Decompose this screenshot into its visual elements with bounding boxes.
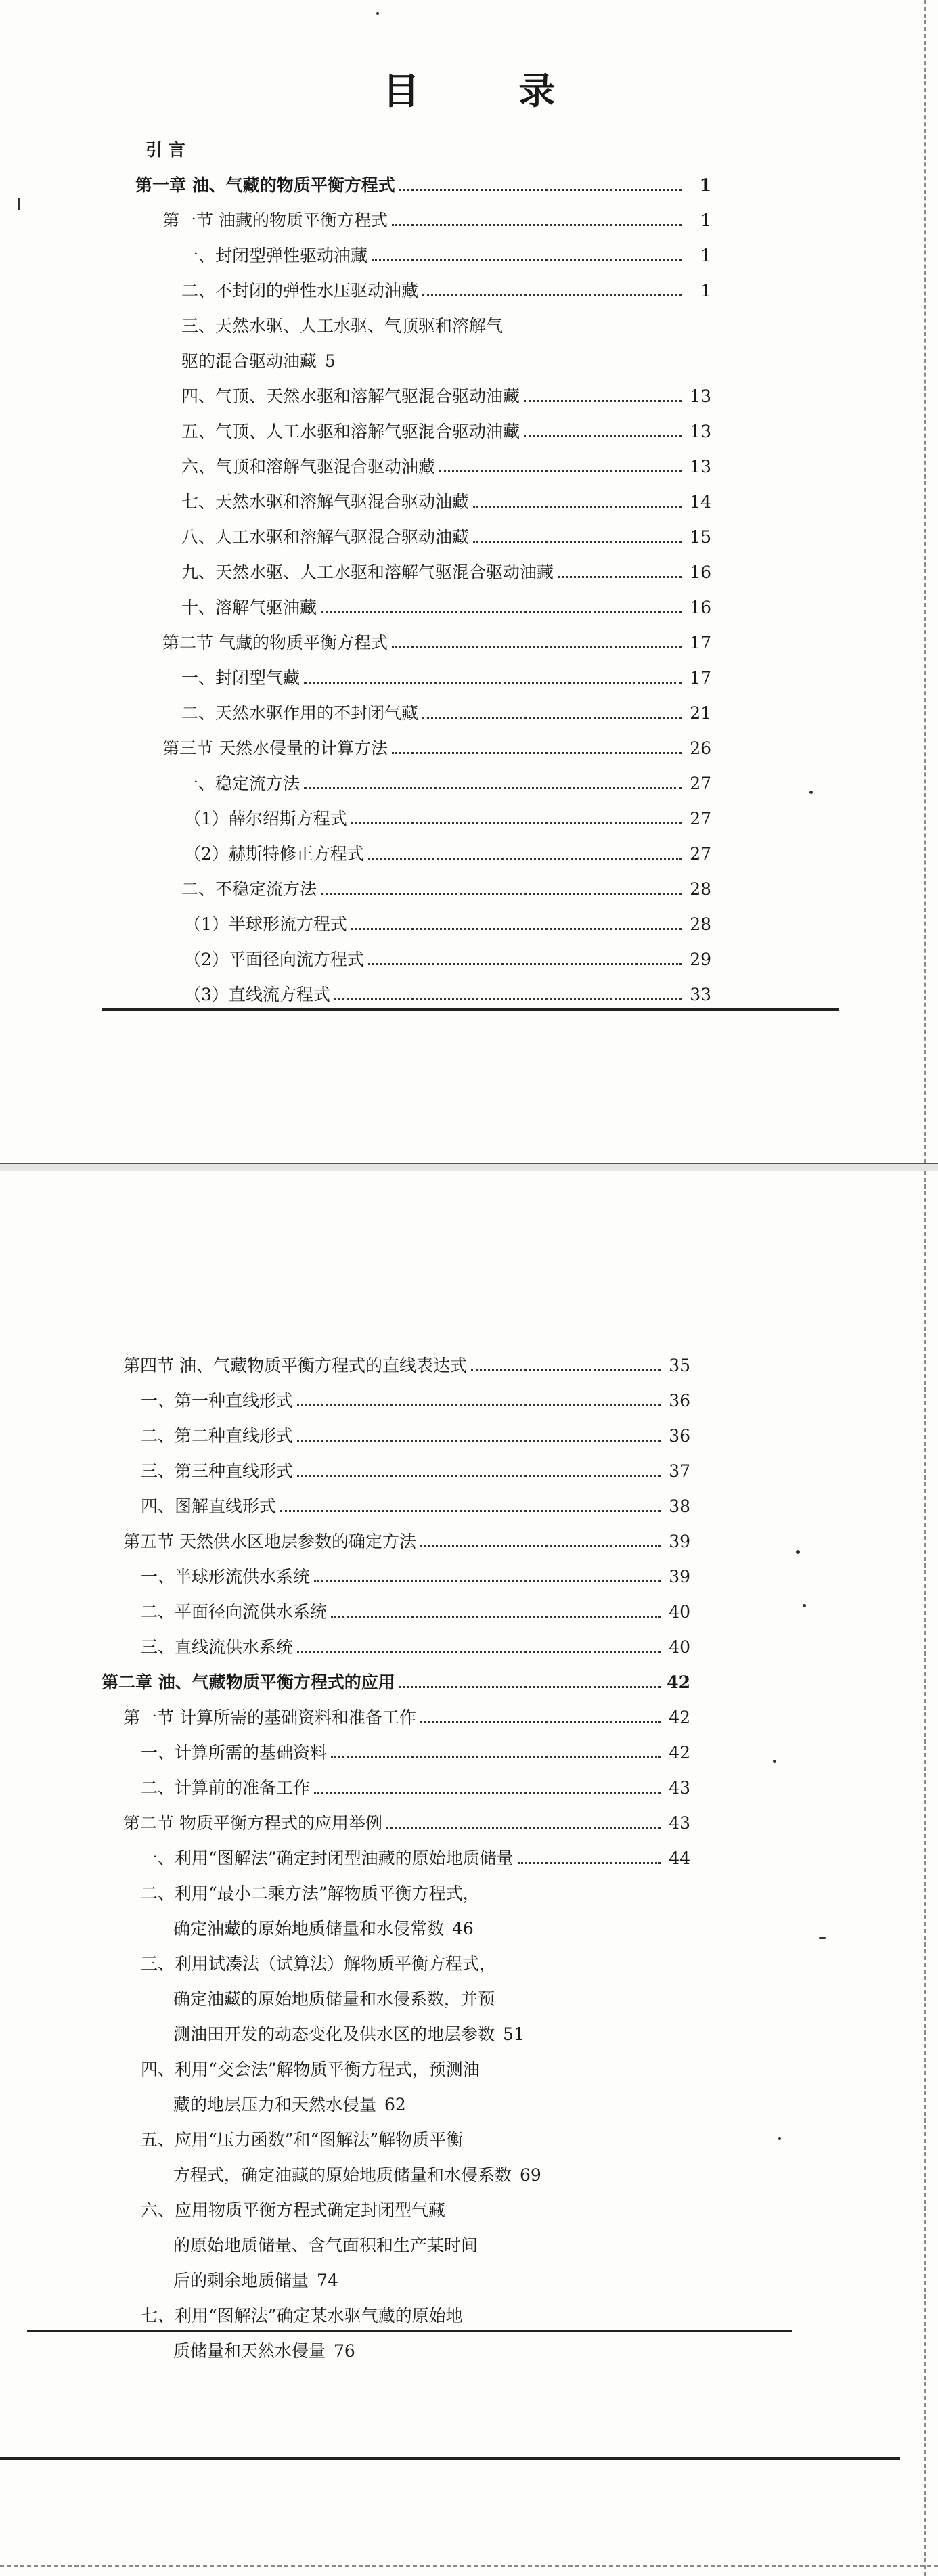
dot-leader	[280, 1510, 661, 1512]
toc-page-number: 27	[690, 774, 711, 793]
toc-entry-text: 第一节 计算所需的基础资料和准备工作	[123, 1708, 416, 1727]
toc-page-number: 62	[384, 2095, 406, 2114]
toc-entry-text: 二、不稳定流方法	[181, 879, 317, 899]
toc-entry-continuation: 后的剩余地质储量	[173, 2271, 309, 2290]
toc-page-2	[0, 1171, 938, 2576]
dot-leader	[439, 470, 682, 472]
toc-entry-text: 六、气顶和溶解气驱混合驱动油藏	[181, 457, 436, 476]
dot-leader	[558, 576, 682, 578]
toc-entry-text: 十、溶解气驱油藏	[181, 598, 317, 617]
scan-edge	[924, 1171, 938, 2576]
toc-page-number: 40	[669, 1637, 690, 1657]
toc-page-number: 43	[669, 1813, 690, 1833]
toc-entry-text: 一、半球形流供水系统	[141, 1567, 311, 1586]
toc-entry	[0, 414, 938, 449]
toc-entry-text: 三、天然水驱、人工水驱、气顶驱和溶解气	[181, 316, 504, 336]
toc-entry-text: 第一章 油、气藏的物质平衡方程式	[135, 175, 395, 195]
toc-entry-text: （2）平面径向流方程式	[184, 950, 364, 969]
toc-page-1	[0, 0, 938, 1163]
toc-page-number: 13	[690, 386, 711, 406]
toc-entry	[0, 2123, 938, 2193]
toc-entry-text: 五、气顶、人工水驱和溶解气驱混合驱动油藏	[181, 422, 520, 441]
toc-entry	[0, 1947, 938, 2052]
toc-entry-text: 二、不封闭的弹性水压驱动油藏	[181, 281, 419, 301]
toc-entry	[0, 520, 938, 555]
toc-entry	[0, 1419, 938, 1454]
dot-leader	[304, 787, 682, 789]
toc-entry-text: （2）赫斯特修正方程式	[184, 844, 364, 864]
toc-entry	[0, 1524, 938, 1559]
toc-page-number: 17	[690, 668, 711, 688]
toc-page-number: 16	[690, 598, 711, 617]
toc-entry-continuation: 质储量和天然水侵量	[173, 2341, 326, 2361]
toc-entry	[0, 203, 938, 238]
toc-page-number: 15	[690, 527, 711, 547]
toc-page-number: 1	[700, 210, 711, 230]
toc-entry-text: 三、直线流供水系统	[141, 1637, 294, 1657]
toc-page-number: 42	[669, 1708, 690, 1727]
toc-page-number: 43	[669, 1778, 690, 1798]
dot-leader	[304, 682, 682, 684]
toc-entry-continuation: 的原始地质储量、含气面积和生产某时间	[173, 2236, 478, 2255]
toc-entry-text: 二、天然水驱作用的不封闭气藏	[181, 703, 419, 723]
toc-entry	[0, 1700, 938, 1735]
dot-leader	[422, 717, 682, 719]
toc-page-number: 1	[700, 281, 711, 301]
toc-entry-text: 第二节 物质平衡方程式的应用举例	[123, 1813, 382, 1833]
toc-entry-continuation: 方程式，确定油藏的原始地质储量和水侵系数	[173, 2165, 512, 2185]
dot-leader	[314, 1580, 661, 1582]
toc-entry-text: 七、天然水驱和溶解气驱混合驱动油藏	[181, 492, 470, 512]
toc-entry-text: 二、计算前的准备工作	[141, 1778, 311, 1798]
toc-page-number: 69	[520, 2165, 541, 2185]
toc-entry	[0, 696, 938, 731]
toc-entry-text: 第二章 油、气藏物质平衡方程式的应用	[102, 1672, 395, 1692]
toc-entry	[0, 1771, 938, 1806]
toc-page-number: 16	[690, 562, 711, 582]
toc-entry	[0, 872, 938, 907]
scan-edge	[0, 2565, 938, 2576]
dot-leader	[297, 1440, 661, 1442]
dot-leader	[297, 1475, 661, 1477]
toc-entry-text: 七、利用“图解法”确定某水驱气藏的原始地	[141, 2306, 463, 2326]
toc-page-number: 27	[690, 809, 711, 828]
toc-entry	[0, 309, 938, 379]
toc-entry	[0, 1665, 938, 1700]
toc-entry-continuation: 藏的地层压力和天然水侵量	[173, 2095, 377, 2114]
toc-entry	[0, 1559, 938, 1595]
toc-title: 目 录	[382, 69, 599, 112]
dot-leader	[392, 646, 682, 648]
toc-page-number: 28	[690, 914, 711, 934]
dot-leader	[321, 611, 682, 613]
toc-page-number: 39	[669, 1532, 690, 1551]
toc-entry	[0, 555, 938, 590]
dot-leader	[422, 294, 682, 296]
dot-leader	[392, 752, 682, 754]
dot-leader	[368, 963, 682, 965]
toc-page-number: 76	[334, 2341, 355, 2361]
toc-entry-text: 一、第一种直线形式	[141, 1391, 294, 1411]
dot-leader	[473, 541, 682, 543]
dot-leader	[420, 1721, 661, 1723]
dot-leader	[331, 1616, 661, 1618]
toc-entry	[0, 238, 938, 273]
toc-entry-text: 第三节 天然水侵量的计算方法	[162, 738, 388, 758]
toc-entry	[0, 1876, 938, 1947]
toc-entry	[0, 1841, 938, 1876]
toc-page-number: 14	[690, 492, 711, 512]
toc-page-number: 28	[690, 879, 711, 899]
dot-leader	[297, 1404, 661, 1406]
toc-entry-text: 一、封闭型弹性驱动油藏	[181, 246, 368, 265]
toc-entry-text: 一、封闭型气藏	[181, 668, 300, 688]
toc-entry-text: 四、图解直线形式	[141, 1496, 277, 1516]
toc-entry-text: 五、应用“压力函数”和“图解法”解物质平衡	[141, 2130, 464, 2150]
toc-page-number: 36	[669, 1426, 690, 1446]
toc-entry	[0, 1348, 938, 1383]
scan-speck	[819, 1937, 826, 1939]
dot-leader	[351, 928, 682, 930]
toc-page-number: 13	[690, 457, 711, 476]
dot-leader	[386, 1827, 661, 1829]
toc-entry-text: 引 言	[146, 140, 185, 160]
scan-speck	[809, 791, 813, 794]
toc-entry	[0, 1489, 938, 1524]
toc-entry	[0, 837, 938, 872]
toc-page-number: 42	[669, 1743, 690, 1762]
dot-leader	[297, 1651, 661, 1653]
toc-page-number: 1	[700, 246, 711, 265]
toc-page-number: 37	[669, 1461, 690, 1481]
scan-speck	[773, 1760, 776, 1763]
toc-list-1	[0, 133, 938, 1013]
dot-leader	[392, 224, 682, 226]
scan-speck	[803, 1604, 806, 1607]
toc-entry-text: （1）薛尔绍斯方程式	[184, 809, 347, 828]
scan-speck	[376, 12, 379, 15]
toc-entry	[0, 766, 938, 801]
toc-entry-text: 第五节 天然供水区地层参数的确定方法	[123, 1532, 416, 1551]
dot-leader	[473, 506, 682, 508]
toc-entry	[0, 2299, 938, 2369]
toc-entry	[0, 133, 938, 168]
toc-page-number: 5	[325, 351, 336, 371]
toc-entry	[0, 625, 938, 661]
toc-page-number: 44	[669, 1848, 690, 1868]
toc-entry-continuation: 驱的混合驱动油藏	[181, 351, 317, 371]
dot-leader	[399, 1686, 661, 1688]
toc-entry-continuation: 测油田开发的动态变化及供水区的地层参数	[173, 2024, 495, 2044]
toc-entry-text: 八、人工水驱和溶解气驱混合驱动油藏	[181, 527, 470, 547]
toc-entry	[0, 661, 938, 696]
toc-entry	[0, 1735, 938, 1771]
toc-entry	[0, 449, 938, 485]
dot-leader	[321, 893, 682, 895]
dot-leader	[420, 1545, 661, 1547]
bottom-rule	[0, 2457, 900, 2460]
toc-entry	[0, 379, 938, 414]
toc-entry	[0, 801, 938, 837]
toc-entry	[0, 1454, 938, 1489]
toc-entry	[0, 2052, 938, 2123]
dot-leader	[351, 822, 682, 824]
toc-page-number: 35	[669, 1356, 690, 1375]
toc-entry	[0, 168, 938, 203]
toc-entry-text: 六、应用物质平衡方程式确定封闭型气藏	[141, 2200, 446, 2220]
scan-speck	[778, 2137, 781, 2140]
dot-leader	[331, 1756, 661, 1758]
scan-edge	[924, 0, 938, 1163]
toc-entry-text: 四、气顶、天然水驱和溶解气驱混合驱动油藏	[181, 386, 520, 406]
toc-page-number: 36	[669, 1391, 690, 1411]
toc-page-number: 26	[690, 738, 711, 758]
toc-page-number: 38	[669, 1496, 690, 1516]
toc-entry	[0, 1595, 938, 1630]
toc-entry	[0, 590, 938, 625]
toc-page-number: 1	[699, 175, 711, 195]
toc-page-number: 51	[503, 2024, 524, 2044]
toc-page-number: 40	[669, 1602, 690, 1622]
toc-entry	[0, 942, 938, 977]
dot-leader	[399, 189, 682, 191]
toc-entry-text: 一、利用“图解法”确定封闭型油藏的原始地质储量	[141, 1848, 514, 1868]
dot-leader	[368, 858, 682, 860]
toc-entry-text: 三、利用试凑法（试算法）解物质平衡方程式，	[141, 1954, 497, 1974]
toc-page-number: 39	[669, 1567, 690, 1586]
dot-leader	[314, 1792, 661, 1794]
scan-speck	[18, 198, 20, 210]
toc-page-number: 21	[690, 703, 711, 723]
toc-entry-continuation: 确定油藏的原始地质储量和水侵系数，并预	[173, 1989, 495, 2009]
toc-entry-text: 第二节 气藏的物质平衡方程式	[162, 633, 388, 652]
toc-entry-continuation: 确定油藏的原始地质储量和水侵常数	[173, 1919, 445, 1938]
toc-entry-text: 九、天然水驱、人工水驱和溶解气驱混合驱动油藏	[181, 562, 554, 582]
toc-entry	[0, 2193, 938, 2299]
bottom-rule	[102, 1008, 839, 1011]
toc-page-number: 46	[452, 1919, 474, 1938]
toc-entry-text: 第四节 油、气藏物质平衡方程式的直线表达式	[123, 1356, 467, 1375]
toc-page-number: 42	[667, 1672, 690, 1692]
toc-entry	[0, 273, 938, 309]
dot-leader	[518, 1862, 661, 1864]
bottom-rule	[27, 2330, 792, 2332]
toc-list-2	[0, 1348, 938, 2369]
dot-leader	[471, 1369, 661, 1371]
toc-entry-text: 一、稳定流方法	[181, 774, 300, 793]
toc-page-number: 33	[690, 985, 711, 1004]
toc-entry-text: （1）半球形流方程式	[184, 914, 347, 934]
scan-speck	[796, 1550, 800, 1554]
toc-entry	[0, 1630, 938, 1665]
toc-entry	[0, 907, 938, 942]
toc-entry	[0, 977, 938, 1013]
toc-entry-text: （3）直线流方程式	[184, 985, 330, 1004]
toc-entry-text: 第一节 油藏的物质平衡方程式	[162, 210, 388, 230]
toc-entry	[0, 485, 938, 520]
toc-entry	[0, 1383, 938, 1419]
toc-entry	[0, 731, 938, 766]
dot-leader	[334, 998, 682, 1000]
toc-entry-text: 三、第三种直线形式	[141, 1461, 294, 1481]
dot-leader	[524, 435, 682, 437]
toc-page-number: 13	[690, 422, 711, 441]
dot-leader	[372, 259, 682, 261]
toc-entry-text: 二、利用“最小二乘方法”解物质平衡方程式，	[141, 1884, 480, 1903]
dot-leader	[524, 400, 682, 402]
toc-entry-text: 四、利用“交会法”解物质平衡方程式，预测油	[141, 2060, 480, 2079]
toc-entry-text: 一、计算所需的基础资料	[141, 1743, 328, 1762]
toc-page-number: 17	[690, 633, 711, 652]
toc-page-number: 74	[317, 2271, 338, 2290]
toc-entry-text: 二、平面径向流供水系统	[141, 1602, 328, 1622]
toc-page-number: 27	[690, 844, 711, 864]
toc-page-number: 29	[690, 950, 711, 969]
toc-entry-text: 二、第二种直线形式	[141, 1426, 294, 1446]
toc-entry	[0, 1806, 938, 1841]
